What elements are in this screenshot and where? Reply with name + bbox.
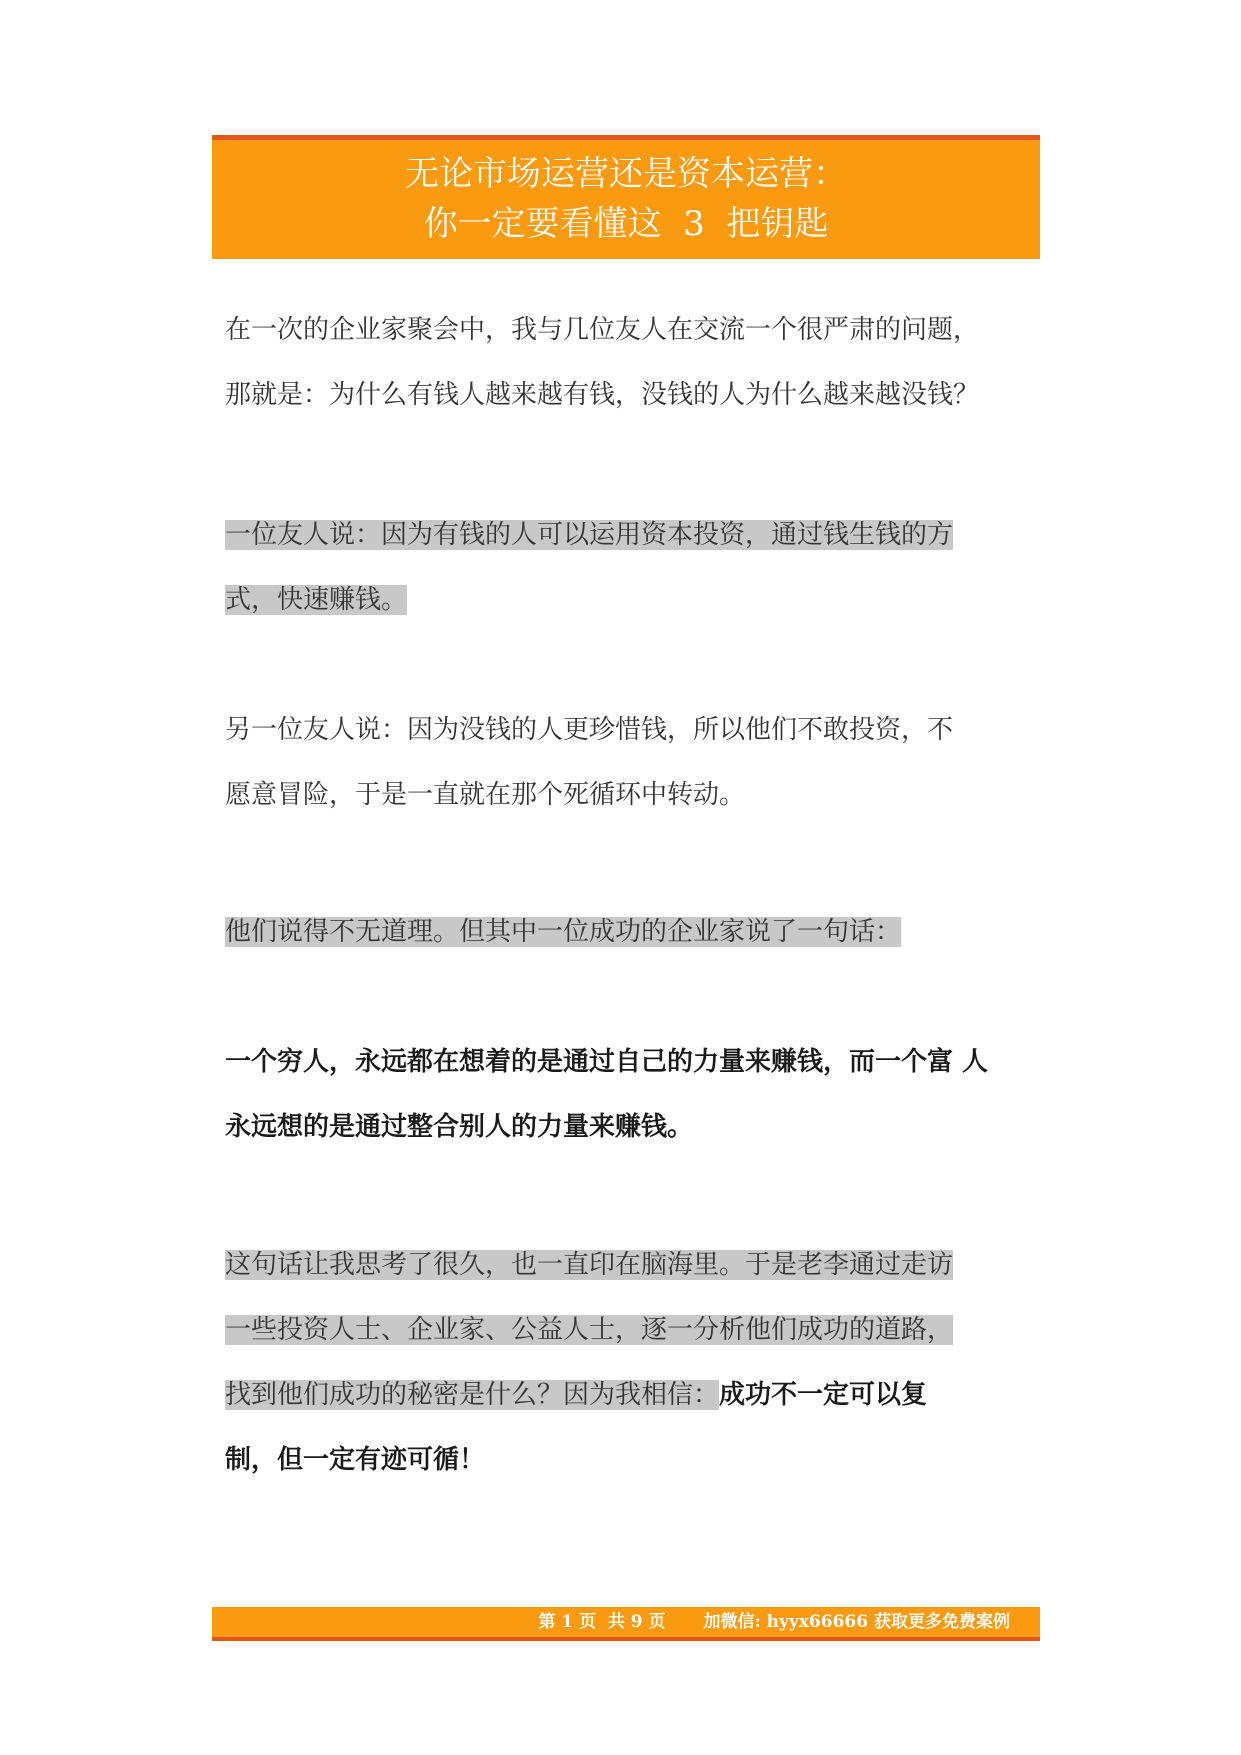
paragraph-text: 愿意冒险，于是一直就在那个死循环中转动。 — [225, 780, 746, 810]
paragraph-2-line-1 — [225, 515, 953, 555]
paragraph-6-line-2 — [225, 1310, 953, 1350]
highlighted-text: 这句话让我思考了很久，也一直印在脑海里。于是老李通过走访 — [225, 1250, 954, 1280]
paragraph-text: 那就是：为什么有钱人越来越有钱，没钱的人为什么越来越没钱？ — [225, 380, 980, 410]
bold-conclusion-text: 制，但一定有迹可循！ — [225, 1445, 486, 1475]
page-number: 第 1 页 共 9 页 — [538, 1612, 666, 1632]
bold-quote-text: 一个穷人，永远都在想着的是通过自己的力量来赚钱，而一个富 人 — [225, 1047, 989, 1077]
footer-banner — [212, 1607, 1040, 1641]
paragraph-3-line-1 — [225, 710, 953, 750]
highlighted-text: 一些投资人士、企业家、公益人士，逐一分析他们成功的道路， — [225, 1315, 954, 1345]
title-line-2: 你一定要看懂这 3 把钥匙 — [423, 204, 829, 244]
highlighted-text: 他们说得不无道理。但其中一位成功的企业家说了一句话： — [225, 917, 902, 947]
footer-contact: 加微信: hyyx66666 获取更多免费案例 — [703, 1612, 1010, 1632]
bold-quote-text: 永远想的是通过整合别人的力量来赚钱。 — [225, 1112, 694, 1142]
title-line-1: 无论市场运营还是资本运营： — [405, 154, 847, 194]
footer-text — [538, 1607, 1010, 1637]
paragraph-6-line-1 — [225, 1245, 953, 1285]
paragraph-4-line-1 — [225, 912, 901, 952]
paragraph-1-line-2 — [225, 375, 979, 415]
paragraph-6-line-4 — [225, 1440, 485, 1480]
highlighted-text: 找到他们成功的秘密是什么？因为我相信： — [225, 1380, 720, 1410]
bold-conclusion-text: 成功不一定可以复 — [719, 1380, 928, 1410]
highlighted-text: 式，快速赚钱。 — [225, 585, 408, 615]
paragraph-text: 另一位友人说：因为没钱的人更珍惜钱，所以他们不敢投资，不 — [225, 715, 954, 745]
highlighted-text: 一位友人说：因为有钱的人可以运用资本投资，通过钱生钱的方 — [225, 520, 954, 550]
paragraph-5-line-2 — [225, 1107, 693, 1147]
paragraph-1-line-1 — [225, 310, 979, 350]
title-banner — [212, 135, 1040, 259]
paragraph-text: 在一次的企业家聚会中，我与几位友人在交流一个很严肃的问题， — [225, 315, 980, 345]
paragraph-3-line-2 — [225, 775, 745, 815]
paragraph-2-line-2 — [225, 580, 407, 620]
paragraph-6-line-3 — [225, 1375, 927, 1415]
paragraph-5-line-1 — [225, 1042, 988, 1082]
